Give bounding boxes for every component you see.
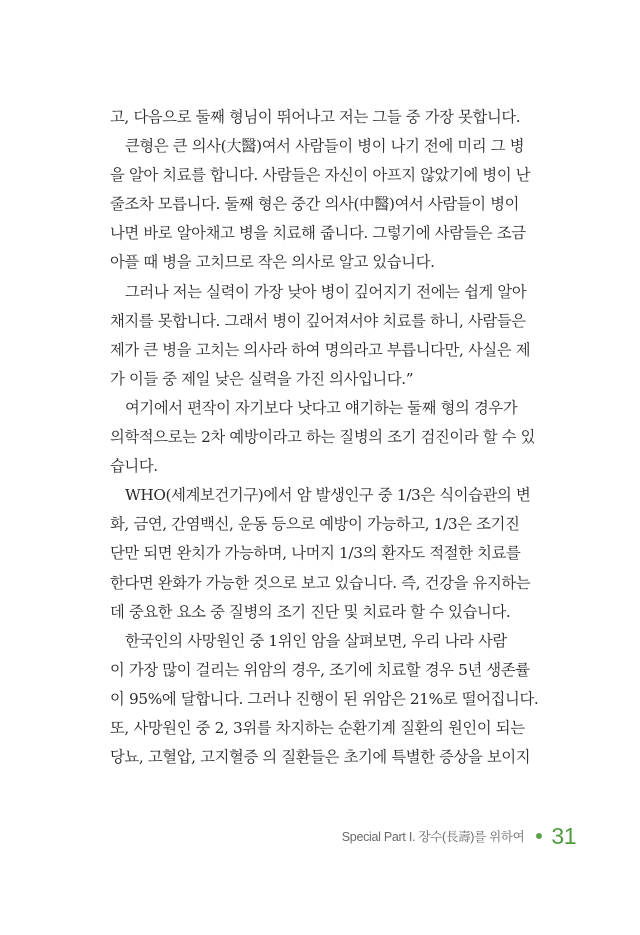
text-line: 고, 다음으로 둘째 형님이 뛰어나고 저는 그들 중 가장 못합니다.: [110, 108, 521, 126]
body-text: [110, 103, 548, 772]
text-line: 을 알아 치료를 합니다. 사람들은 자신이 아프지 않았기에 병이 난: [110, 166, 531, 185]
page-number: 31: [551, 822, 576, 849]
text-line: 한국인의 사망원인 중 1위인 암을 살펴보면, 우리 나라 사람: [125, 631, 507, 650]
text-line: 또, 사망원인 중 2, 3위를 차지하는 순환기계 질환의 원인이 되는: [110, 718, 525, 737]
text-line: 가 이들 중 제일 낮은 실력을 가진 의사입니다.”: [110, 369, 414, 388]
running-footer-label: Special Part Ⅰ. 장수(長壽)를 위하여: [341, 830, 525, 844]
text-line: 채지를 못합니다. 그래서 병이 깊어져서야 치료를 하니, 사람들은: [110, 311, 526, 330]
text-line: 아플 때 병을 고치므로 작은 의사로 알고 있습니다.: [110, 253, 435, 272]
text-line: 데 중요한 요소 중 질병의 조기 진단 및 치료라 할 수 있습니다.: [110, 602, 511, 621]
page-footer: [300, 818, 576, 854]
text-line: 여기에서 편작이 자기보다 낫다고 얘기하는 둘째 형의 경우가: [125, 398, 518, 417]
text-line: 줄조차 모릅니다. 둘째 형은 중간 의사(中醫)여서 사람들이 병이: [110, 195, 520, 214]
text-line: 이 가장 많이 걸리는 위암의 경우, 조기에 치료할 경우 5년 생존률: [110, 660, 530, 679]
text-line: 단만 되면 완치가 가능하며, 나머지 1/3의 환자도 적절한 치료를: [110, 544, 521, 563]
text-line: 나면 바로 알아채고 병을 치료해 줍니다. 그렇기에 사람들은 조금: [110, 224, 526, 243]
text-line: 큰형은 큰 의사(大醫)여서 사람들이 병이 나기 전에 미리 그 병: [125, 137, 525, 156]
text-line: 한다면 완화가 가능한 것으로 보고 있습니다. 즉, 건강을 유지하는: [110, 573, 531, 592]
text-line: 당뇨, 고혈압, 고지혈증 의 질환들은 초기에 특별한 증상을 보이지: [110, 748, 531, 767]
bullet-dot-icon: [536, 833, 542, 839]
text-line: 화, 금연, 간염백신, 운동 등으로 예방이 가능하고, 1/3은 조기진: [110, 515, 520, 534]
text-line: 의학적으로는 2차 예방이라고 하는 질병의 조기 검진이라 할 수 있: [110, 428, 536, 447]
text-line: 제가 큰 병을 고치는 의사라 하여 명의라고 부릅니다만, 사실은 제: [110, 340, 531, 359]
text-line: 그러나 저는 실력이 가장 낮아 병이 깊어지기 전에는 쉽게 알아: [125, 282, 527, 301]
text-line: 습니다.: [110, 457, 158, 476]
text-line: 이 95%에 달합니다. 그러나 진행이 된 위암은 21%로 떨어집니다.: [110, 689, 539, 708]
text-line: WHO(세계보건기구)에서 암 발생인구 중 1/3은 식이습관의 변: [125, 486, 531, 505]
